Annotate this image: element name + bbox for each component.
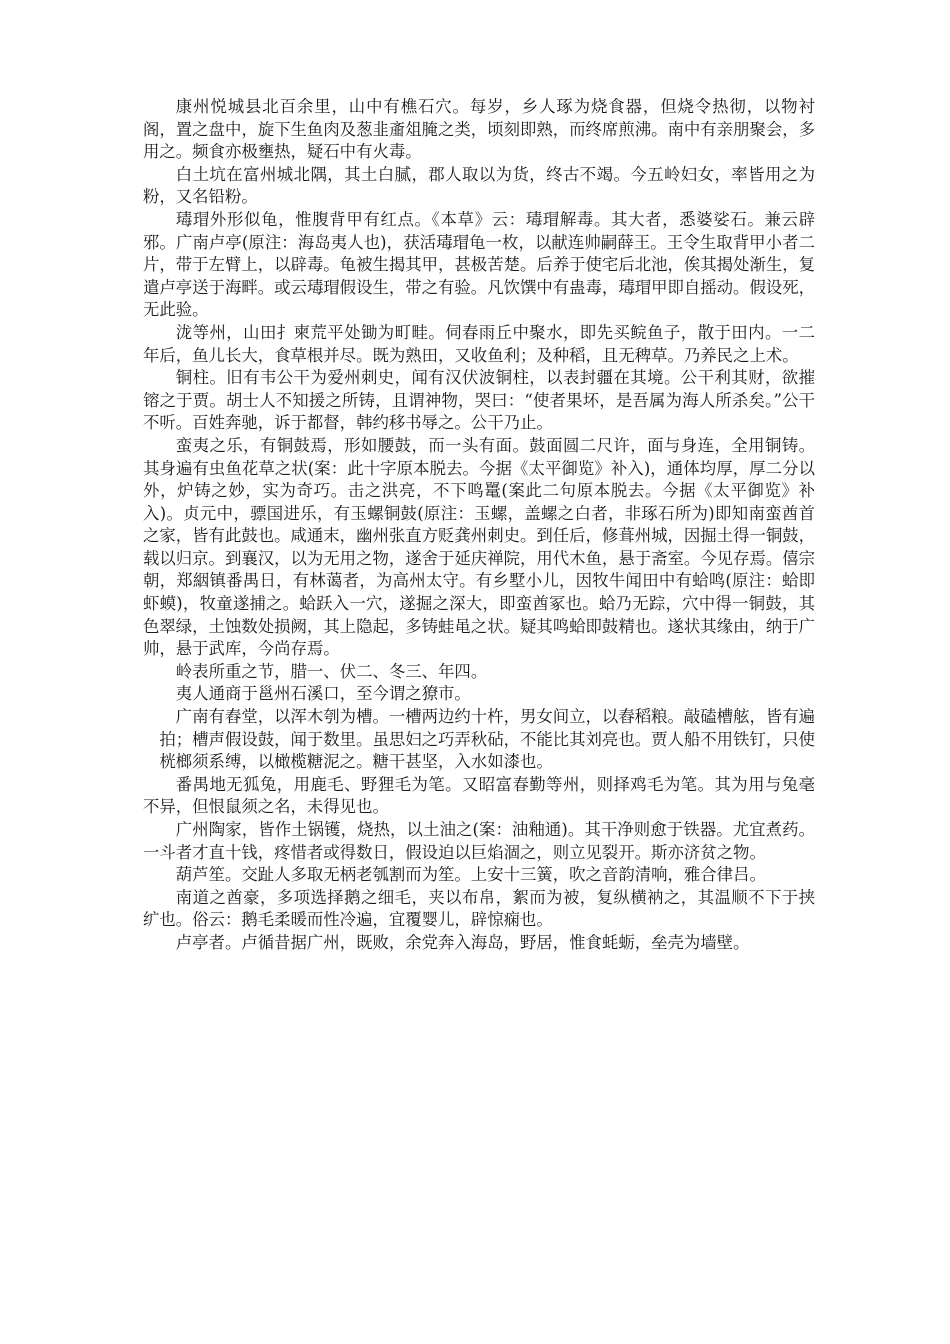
paragraph-liao-market: 夷人通商于邕州石溪口，至今谓之獠市。: [175, 684, 471, 704]
paragraph-fish-fields: 泷等州，山田扌柬荒平处锄为町畦。伺春雨丘中聚水，即先买鲩鱼子，散于田内。一二年后，鱼儿长大，食草根并尽。既为熟田，又收鱼利；及种稻，且无稗草。乃养民之上术。: [143, 322, 815, 365]
paragraph-pounding-hall: 广南有舂堂，以浑木刳为槽。一槽两边约十杵，男女间立，以舂稻粮。敲磕槽舷，皆有遍拍；槽声假设鼓，闻于数里。虽思妇之巧弄秋砧，不能比其刘亮也。贾人船不用铁钉，只使桄榔须系缚，以橄榄糖泥之。糖干甚坚，入水如漆也。: [159, 707, 816, 772]
paragraph-gourd-sheng: 葫芦笙。交趾人多取无柄老瓠割而为笙。上安十三簧，吹之音韵清响，雅合律吕。: [175, 865, 766, 885]
document-page: [143, 96, 815, 955]
paragraph-white-clay: 白土坑在富州城北隅，其土白腻，郡人取以为货，终古不竭。今五岭妇女，率皆用之为粉，又名铅粉。: [143, 164, 815, 207]
paragraph-festivals: 岭表所重之节，腊一、伏二、冬三、年四。: [175, 661, 488, 681]
paragraph-brushes: 番禺地无狐兔，用鹿毛、野狸毛为笔。又昭富春勤等州，则择鸡毛为笔。其为用与兔毫不异，但恨鼠须之名，未得见也。: [143, 774, 815, 817]
paragraph-goose-down: 南道之酋豪，多项选择鹅之细毛，夹以布帛，絮而为被，复纵横衲之，其温顺不下于挟纩也。俗云：鹅毛柔暖而性冷遍，宜覆婴儿，辟惊痫也。: [143, 887, 815, 930]
paragraph-luting: 卢亭者。卢循昔据广州，既败，余党奔入海岛，野居，惟食蚝蛎，垒壳为墙壁。: [175, 932, 750, 952]
paragraph-pottery: 广州陶家，皆作土锅镬，烧热，以土油之(案：油釉通)。其干净则愈于铁器。尤宜煮药。一斗者才直十钱，疼惜者或得数日，假设迫以巨焰涸之，则立见裂开。斯亦济贫之物。: [143, 820, 815, 862]
paragraph-bronze-pillar: 铜柱。旧有韦公干为爱州刺史，闻有汉伏波铜柱，以表封疆在其境。公干利其财，欲摧镕之于贾。胡士人不知援之所铸，且谓神物，哭曰：“使者果坏，是吾属为海人所杀矣。”公干不听。百姓奔驰，诉于都督，韩约移书辱之。公干乃止。: [143, 368, 815, 433]
paragraph-hawksbill: 瑇瑁外形似龟，惟腹背甲有红点。《本草》云：瑇瑁解毒。其大者，悉婆娑石。兼云辟邪。广南卢亭(原注：海岛夷人也)，获活瑇瑁龟一枚，以献连帅嗣薛王。王令生取背甲小者二片，带于左臂上，以辟毒。龟被生揭其甲，甚极苦楚。后养于使宅后北池，俟其揭处渐生，复遣卢亭送于海畔。或云瑇瑁假设生，带之有验。凡饮馔中有蛊毒，瑇瑁甲即自摇动。假设死，无此验。: [143, 209, 816, 320]
paragraph-bronze-drum: 蛮夷之乐，有铜鼓焉，形如腰鼓，而一头有面。鼓面圆二尺许，面与身连，全用铜铸。其身遍有虫鱼花草之状(案：此十字原本脱去。今据《太平御览》补入)，通体均厚，厚二分以外，炉铸之妙，实为奇巧。击之洪亮，不下鸣鼍(案此二句原本脱去。今据《太平御览》补入)。贞元中，骠国进乐，有玉螺铜鼓(原注：玉螺，盖螺之白者，非琢石所为)即知南蛮酋首之家，皆有此鼓也。咸通末，幽州张直方贬龚州刺史。到任后，修葺州城，因掘土得一铜鼓，载以归京。到襄汉，以为无用之物，遂舍于延庆禅院，用代木鱼，悬于斋室。今见存焉。僖宗朝，郑絪镇番禺日，有林蔼者，为高州太守。有乡墅小儿，因牧牛闻田中有蛤鸣(原注：蛤即虾蟆)，牧童遂捕之。蛤跃入一穴，遂掘之深大，即蛮酋冢也。蛤乃无踪，穴中得一铜鼓，其色翠绿，土蚀数处损阙，其上隐起，多铸蛙黾之状。疑其鸣蛤即鼓精也。遂状其缘由，纳于广帅，悬于武库，今尚存焉。: [143, 435, 816, 659]
paragraph-stone-cooker: 康州悦城县北百余里，山中有樵石穴。每岁，乡人琢为烧食器，但烧令热彻，以物衬阁，置之盘中，旋下生鱼肉及葱韭齑俎腌之类，顷刻即熟，而终席煎沸。南中有亲朋聚会，多用之。频食亦极壅热，疑石中有火毒。: [143, 97, 816, 162]
